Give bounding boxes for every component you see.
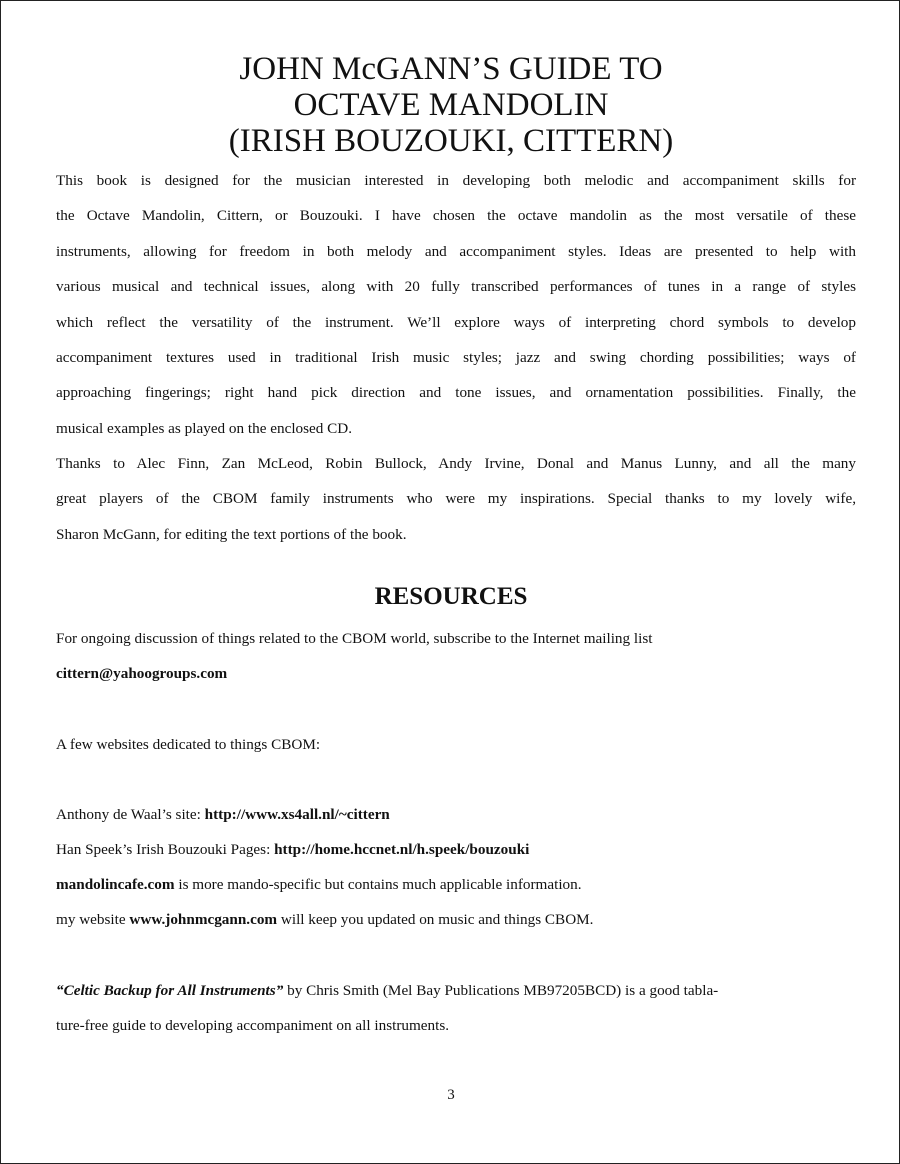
book-recommendation-line-2: ture-free guide to developing accompaniment on all instruments. bbox=[56, 1017, 450, 1034]
intro-line: the Octave Mandolin, Cittern, or Bouzouki. I have chosen the octave mandolin as the most versatile of these bbox=[56, 207, 856, 225]
intro-line: accompaniment textures used in traditional Irish music styles; jazz and swing chording possibilities; ways of bbox=[56, 349, 856, 367]
mandolincafe-link[interactable]: mandolincafe.com bbox=[56, 876, 175, 893]
mailing-list-text: For ongoing discussion of things related to the CBOM world, subscribe to the Internet mailing list bbox=[56, 630, 653, 647]
book-title: “Celtic Backup for All Instruments” bbox=[56, 982, 284, 999]
speek-label: Han Speek’s Irish Bouzouki Pages: bbox=[56, 841, 275, 858]
page-title bbox=[1, 51, 900, 159]
title-line-2: OCTAVE MANDOLIN bbox=[293, 87, 609, 123]
book-recommendation-line-1 bbox=[56, 982, 831, 1000]
title-line-1: JOHN McGANN’S GUIDE TO bbox=[239, 51, 663, 87]
book-text: by Chris Smith (Mel Bay Publications MB97205BCD) is a good tabla- bbox=[283, 982, 719, 999]
speek-site-line bbox=[56, 841, 529, 859]
thanks-paragraph bbox=[56, 446, 856, 552]
resources-heading: RESOURCES bbox=[374, 583, 528, 610]
mandolincafe-line bbox=[56, 876, 582, 894]
my-website-line bbox=[56, 911, 593, 929]
intro-line: which reflect the versatility of the instrument. We’ll explore ways of interpreting chord symbols to develop bbox=[56, 313, 856, 331]
intro-line: instruments, allowing for freedom in both melody and accompaniment styles. Ideas are presented to help with bbox=[56, 242, 856, 260]
speek-site-link[interactable]: http://home.hccnet.nl/h.speek/bouzouki bbox=[274, 841, 530, 858]
thanks-line: great players of the CBOM family instruments who were my inspirations. Special thanks to my lovely wife, bbox=[56, 490, 856, 508]
waal-site-line bbox=[56, 806, 390, 824]
thanks-line: Sharon McGann, for editing the text portions of the book. bbox=[56, 525, 407, 543]
my-website-link[interactable]: www.johnmcgann.com bbox=[129, 911, 278, 928]
intro-line: This book is designed for the musician interested in developing both melodic and accompaniment skills for bbox=[56, 172, 856, 189]
waal-label: Anthony de Waal’s site: bbox=[56, 806, 205, 823]
waal-site-link[interactable]: http://www.xs4all.nl/~cittern bbox=[204, 806, 390, 823]
my-website-post: will keep you updated on music and things CBOM. bbox=[277, 911, 594, 928]
mandolincafe-text: is more mando-specific but contains much applicable information. bbox=[174, 876, 582, 893]
thanks-line: Thanks to Alec Finn, Zan McLeod, Robin Bullock, Andy Irvine, Donal and Manus Lunny, and all the many bbox=[56, 455, 856, 472]
title-line-3: (IRISH BOUZOUKI, CITTERN) bbox=[228, 123, 674, 159]
websites-intro: A few websites dedicated to things CBOM: bbox=[56, 736, 321, 753]
intro-line: musical examples as played on the enclosed CD. bbox=[56, 419, 353, 437]
my-website-pre: my website bbox=[56, 911, 130, 928]
intro-paragraph bbox=[56, 163, 856, 446]
intro-line: various musical and technical issues, along with 20 fully transcribed performances of tunes in a range of styles bbox=[56, 278, 856, 296]
email-link[interactable]: cittern@yahoogroups.com bbox=[56, 665, 228, 682]
intro-line: approaching fingerings; right hand pick direction and tone issues, and ornamentation possibilities. Finally, the bbox=[56, 384, 856, 402]
mailing-list-email[interactable] bbox=[56, 665, 227, 683]
page-number: 3 bbox=[447, 1087, 455, 1103]
